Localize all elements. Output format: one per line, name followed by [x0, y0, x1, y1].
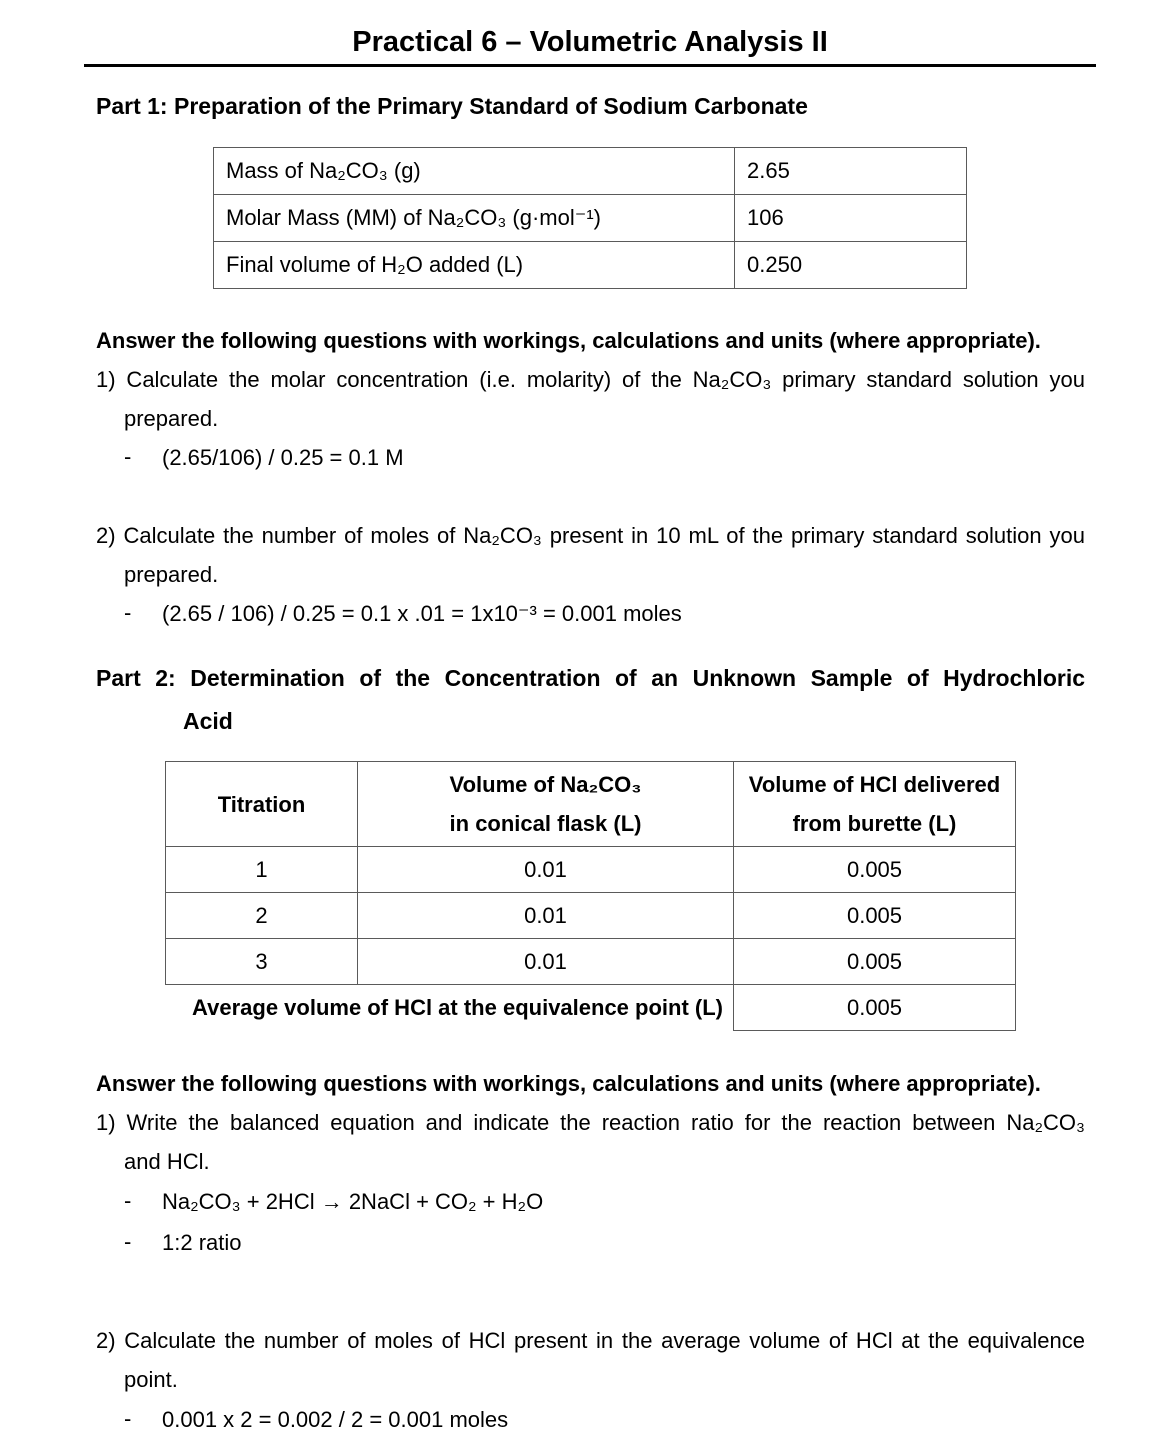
titration-number: 2 — [166, 893, 358, 939]
part1-q1-line1: 1) Calculate the molar concentration (i.e. molarity) of the Na₂CO₃ primary standard solution you — [96, 367, 1085, 392]
part2-q1-line1: 1) Write the balanced equation and indicate the reaction ratio for the reaction between Na₂CO₃ — [96, 1110, 1085, 1135]
hcl-volume: 0.005 — [734, 939, 1016, 985]
part2-q2-answer: 0.001 x 2 = 0.002 / 2 = 0.001 moles — [162, 1407, 509, 1432]
part1-q2-line2: prepared. — [124, 562, 219, 587]
header-hcl-line1: Volume of HCl delivered — [748, 772, 1001, 797]
part2-instructions: Answer the following questions with workings, calculations and units (where appropriate). — [96, 1071, 1041, 1096]
part1-q1-answer: (2.65/106) / 0.25 = 0.1 M — [162, 445, 404, 470]
average-row — [166, 985, 1016, 1031]
molar-mass-value: 106 — [735, 195, 967, 242]
average-label: Average volume of HCl at the equivalence point (L) — [192, 994, 723, 1020]
title-rule — [84, 64, 1096, 67]
part2-q1-answer1: Na₂CO₃ + 2HCl → 2NaCl + CO₂ + H₂O — [162, 1189, 544, 1214]
bullet-dash: - — [124, 444, 132, 469]
header-na2co3-line2: in conical flask (L) — [449, 811, 642, 836]
part1-q2-line1: 2) Calculate the number of moles of Na₂CO₃ present in 10 mL of the primary standard solution you — [96, 523, 1085, 548]
mass-label: Mass of Na₂CO₃ (g) — [214, 148, 735, 195]
titration-number: 1 — [166, 847, 358, 893]
part2-heading-line2: Acid — [183, 708, 233, 734]
part2-q1-line2: and HCl. — [124, 1149, 210, 1174]
header-hcl — [734, 762, 1016, 847]
part1-q1-line2: prepared. — [124, 406, 219, 431]
volume-value: 0.250 — [735, 242, 967, 289]
table-row — [166, 939, 1016, 985]
hcl-volume: 0.005 — [734, 893, 1016, 939]
volume-label: Final volume of H₂O added (L) — [214, 242, 735, 289]
part2-q1-answer2: 1:2 ratio — [162, 1230, 242, 1255]
part2-table — [165, 761, 1016, 1031]
na2co3-volume: 0.01 — [358, 847, 734, 893]
table-row — [166, 893, 1016, 939]
page-title: Practical 6 – Volumetric Analysis II — [352, 26, 828, 58]
bullet-dash: - — [124, 600, 132, 625]
part1-q2-answer: (2.65 / 106) / 0.25 = 0.1 x .01 = 1x10⁻³ = 0.001 moles — [162, 601, 682, 626]
header-na2co3 — [358, 762, 734, 847]
table-row — [214, 242, 967, 289]
average-value: 0.005 — [734, 985, 1016, 1031]
table-row — [214, 195, 967, 242]
part1-table — [213, 147, 967, 289]
header-titration: Titration — [166, 762, 358, 847]
part1-instructions: Answer the following questions with workings, calculations and units (where appropriate). — [96, 328, 1041, 353]
table-row — [214, 148, 967, 195]
part2-heading-line1: Part 2: Determination of the Concentration of an Unknown Sample of Hydrochloric — [96, 665, 1085, 691]
na2co3-volume: 0.01 — [358, 939, 734, 985]
part2-q2-line1: 2) Calculate the number of moles of HCl present in the average volume of HCl at the equivalence — [96, 1328, 1085, 1353]
bullet-dash: - — [124, 1188, 132, 1213]
bullet-dash: - — [124, 1406, 132, 1431]
part2-q2-line2: point. — [124, 1367, 178, 1392]
hcl-volume: 0.005 — [734, 847, 1016, 893]
header-hcl-line2: from burette (L) — [792, 811, 957, 836]
part1-heading: Part 1: Preparation of the Primary Standard of Sodium Carbonate — [96, 93, 808, 119]
titration-number: 3 — [166, 939, 358, 985]
table-row — [166, 847, 1016, 893]
mass-value: 2.65 — [735, 148, 967, 195]
molar-mass-label: Molar Mass (MM) of Na₂CO₃ (g·mol⁻¹) — [214, 195, 735, 242]
na2co3-volume: 0.01 — [358, 893, 734, 939]
header-na2co3-line1: Volume of Na₂CO₃ — [449, 772, 642, 797]
bullet-dash: - — [124, 1229, 132, 1254]
